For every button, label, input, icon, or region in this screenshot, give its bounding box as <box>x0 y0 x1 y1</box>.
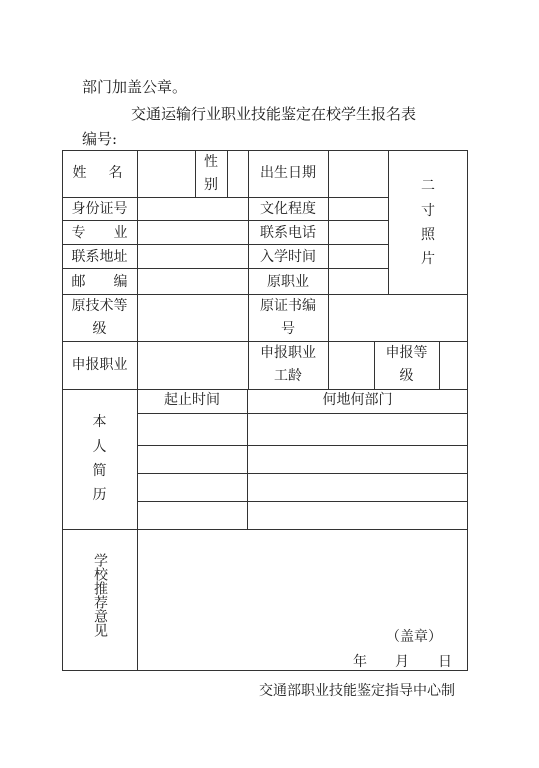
label-phone: 联系电话 <box>260 225 316 241</box>
label-orig-tech-2: 级 <box>92 321 107 337</box>
label-apply-job-years-2: 工龄 <box>274 368 302 384</box>
label-enroll-time: 入学时间 <box>260 249 316 265</box>
label-apply-job-years-1: 申报职业 <box>260 345 316 361</box>
label-photo-4: 片 <box>421 251 435 267</box>
label-major: 专 业 <box>71 225 128 241</box>
label-address: 联系地址 <box>71 249 128 265</box>
label-gender-1: 性 <box>204 154 218 170</box>
label-photo-2: 寸 <box>421 203 435 219</box>
label-resume-3: 简 <box>92 463 107 479</box>
label-birth-date: 出生日期 <box>260 165 316 181</box>
label-orig-cert-1: 原证书编 <box>260 298 316 314</box>
label-apply-job: 申报职业 <box>71 357 128 373</box>
label-gender-2: 别 <box>204 177 218 193</box>
label-resume-1: 本 <box>92 414 107 430</box>
header-where-dept: 何地何部门 <box>322 392 393 408</box>
date-day: 日 <box>438 654 452 670</box>
serial-label: 编号: <box>82 130 118 148</box>
stamp-note: 部门加盖公章。 <box>82 78 188 96</box>
label-resume-2: 人 <box>92 439 107 455</box>
footer-maker: 交通部职业技能鉴定指导中心制 <box>259 683 455 699</box>
header-period: 起止时间 <box>164 392 220 408</box>
label-orig-tech-1: 原技术等 <box>71 298 128 314</box>
label-apply-level-2: 级 <box>399 368 414 384</box>
date-year: 年 <box>353 654 367 670</box>
label-photo-1: 二 <box>421 178 435 194</box>
label-resume-4: 历 <box>92 487 107 503</box>
label-orig-cert-2: 号 <box>281 321 295 337</box>
date-month: 月 <box>395 654 409 670</box>
label-id-number: 身份证号 <box>71 201 128 217</box>
stamp-label: （盖章） <box>386 629 442 645</box>
label-postcode: 邮 编 <box>71 274 128 290</box>
label-orig-job: 原职业 <box>267 274 309 290</box>
label-apply-level-1: 申报等 <box>385 345 428 361</box>
label-education: 文化程度 <box>260 201 316 217</box>
label-name: 姓 名 <box>72 165 127 181</box>
form-title: 交通运输行业职业技能鉴定在校学生报名表 <box>131 105 417 123</box>
label-school-recommendation: 学校推荐意见 <box>92 553 108 637</box>
label-photo-3: 照 <box>421 227 435 243</box>
